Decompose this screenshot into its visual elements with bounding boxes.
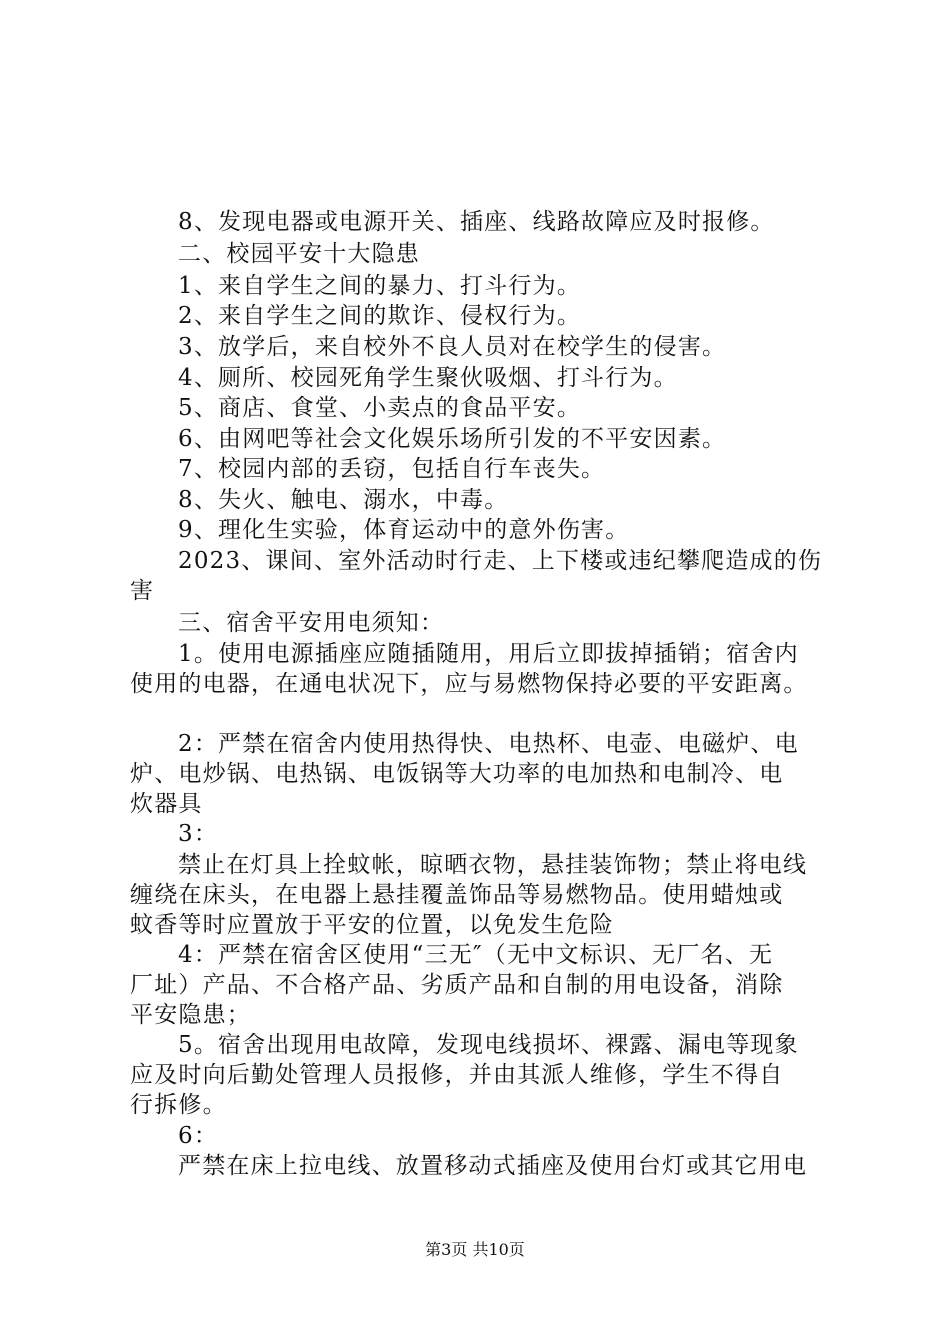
text-line-27: 5。宿舍出现用电故障，发现电线损坏、裸露、漏电等现象 xyxy=(178,1032,799,1058)
text-line-1: 8、发现电器或电源开关、插座、线路故障应及时报修。 xyxy=(178,209,775,235)
text-line-6: 4、厕所、校园死角学生聚伙吸烟、打斗行为。 xyxy=(178,365,678,391)
text-line-24: 4：严禁在宿舍区使用“三无″（无中文标识、无厂名、无 xyxy=(178,942,774,968)
text-line-8: 6、由网吧等社会文化娱乐场所引发的不平安因素。 xyxy=(178,426,727,452)
text-line-20: 3： xyxy=(178,821,219,847)
text-line-12: 2023、课间、室外活动时行走、上下楼或违纪攀爬造成的伤 xyxy=(178,548,823,574)
text-line-19: 炊器具 xyxy=(130,791,203,817)
section-heading-hazards: 二、校园平安十大隐患 xyxy=(178,241,420,267)
text-line-30: 6： xyxy=(178,1123,219,1149)
text-line-10: 8、失火、触电、溺水，中毒。 xyxy=(178,487,509,513)
text-line-7: 5、商店、食堂、小卖点的食品平安。 xyxy=(178,395,582,421)
text-line-23: 蚊香等时应置放于平安的位置，以免发生危险 xyxy=(130,912,614,938)
text-line-3: 1、来自学生之间的暴力、打斗行为。 xyxy=(178,273,582,299)
text-line-21: 禁止在灯具上拴蚊帐，晾晒衣物，悬挂装饰物；禁止将电线 xyxy=(178,852,808,878)
text-line-9: 7、校园内部的丢窃，包括自行车丧失。 xyxy=(178,456,606,482)
text-line-16: 使用的电器，在通电状况下，应与易燃物保持必要的平安距离。 xyxy=(130,671,808,697)
text-line-17: 2：严禁在宿舍内使用热得快、电热杯、电壶、电磁炉、电 xyxy=(178,731,799,757)
text-line-11: 9、理化生实验，体育运动中的意外伤害。 xyxy=(178,517,630,543)
text-line-29: 行拆修。 xyxy=(130,1092,227,1118)
text-line-15: 1。使用电源插座应随插随用，用后立即拔掉插销；宿舍内 xyxy=(178,641,799,667)
page-number-footer: 第3页 共10页 xyxy=(425,1240,525,1259)
text-line-28: 应及时向后勤处管理人员报修，并由其派人维修，学生不得自 xyxy=(130,1062,784,1088)
text-line-26: 平安隐患； xyxy=(130,1002,251,1028)
text-line-22: 缠绕在床头，在电器上悬挂覆盖饰品等易燃物品。使用蜡烛或 xyxy=(130,882,784,908)
text-line-25: 厂址）产品、不合格产品、劣质产品和自制的用电设备，消除 xyxy=(130,972,784,998)
text-line-5: 3、放学后，来自校外不良人员对在校学生的侵害。 xyxy=(178,334,727,360)
text-line-4: 2、来自学生之间的欺诈、侵权行为。 xyxy=(178,303,582,329)
text-line-31: 严禁在床上拉电线、放置移动式插座及使用台灯或其它用电 xyxy=(178,1153,808,1179)
text-line-13: 害 xyxy=(130,578,155,604)
text-line-18: 炉、电炒锅、电热锅、电饭锅等大功率的电加热和电制冷、电 xyxy=(130,761,784,787)
section-heading-electricity: 三、宿舍平安用电须知： xyxy=(178,610,445,636)
